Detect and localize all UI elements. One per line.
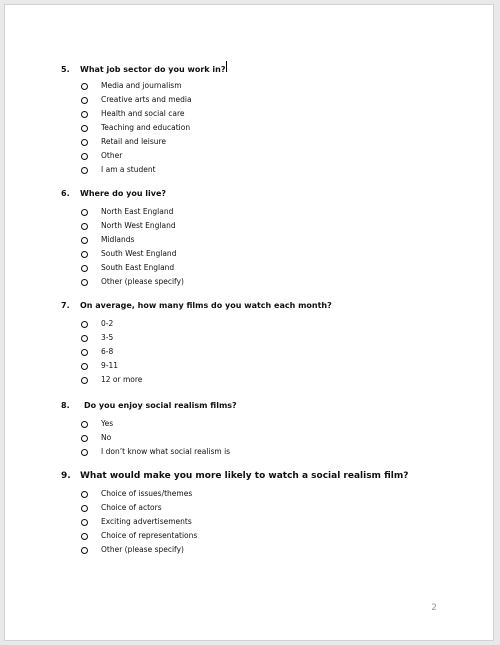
question-text[interactable]: Do you enjoy social realism films?: [84, 401, 237, 410]
option-label: 3-5: [101, 333, 114, 342]
radio-bullet-icon: [81, 83, 88, 90]
question-9: [61, 469, 481, 557]
option-list: [61, 487, 481, 557]
radio-bullet-icon: [81, 421, 88, 428]
radio-bullet-icon: [81, 279, 88, 286]
radio-bullet-icon: [81, 97, 88, 104]
option-item: [61, 163, 481, 177]
question-text[interactable]: What would make you more likely to watch a social realism film?: [80, 471, 409, 481]
option-item: [61, 487, 481, 501]
question-5: [61, 61, 481, 177]
radio-bullet-icon: [81, 491, 88, 498]
radio-bullet-icon: [81, 435, 88, 442]
option-item: [61, 247, 481, 261]
option-label: South West England: [101, 249, 177, 258]
option-list: [61, 417, 481, 459]
option-item: [61, 515, 481, 529]
text-cursor: [226, 61, 227, 72]
option-label: Media and journalism: [101, 81, 182, 90]
question-text[interactable]: On average, how many films do you watch each month?: [80, 301, 332, 310]
option-label: North West England: [101, 221, 176, 230]
option-item: [61, 233, 481, 247]
option-item: [61, 359, 481, 373]
radio-bullet-icon: [81, 377, 88, 384]
option-label: I am a student: [101, 165, 156, 174]
radio-bullet-icon: [81, 265, 88, 272]
radio-bullet-icon: [81, 153, 88, 160]
option-label: 12 or more: [101, 375, 143, 384]
question-number: 6.: [61, 189, 70, 198]
option-list: [61, 79, 481, 177]
radio-bullet-icon: [81, 335, 88, 342]
option-item: [61, 219, 481, 233]
option-item: [61, 331, 481, 345]
option-item: [61, 149, 481, 163]
option-item: [61, 79, 481, 93]
option-list: [61, 317, 481, 387]
option-label: Choice of issues/themes: [101, 489, 193, 498]
option-label: Choice of representations: [101, 531, 198, 540]
radio-bullet-icon: [81, 321, 88, 328]
option-label: Exciting advertisements: [101, 517, 192, 526]
question-heading: [61, 187, 481, 201]
option-item: [61, 107, 481, 121]
option-item: [61, 501, 481, 515]
option-item: [61, 261, 481, 275]
question-number: 9.: [61, 471, 71, 481]
radio-bullet-icon: [81, 533, 88, 540]
option-item: [61, 275, 481, 289]
radio-bullet-icon: [81, 139, 88, 146]
question-number: 5.: [61, 65, 70, 74]
radio-bullet-icon: [81, 237, 88, 244]
question-number: 8.: [61, 401, 70, 410]
option-item: [61, 135, 481, 149]
option-item: [61, 93, 481, 107]
radio-bullet-icon: [81, 363, 88, 370]
radio-bullet-icon: [81, 251, 88, 258]
option-item: [61, 121, 481, 135]
option-label: 6-8: [101, 347, 114, 356]
option-label: Creative arts and media: [101, 95, 192, 104]
option-label: Other: [101, 151, 123, 160]
option-label: South East England: [101, 263, 175, 272]
option-item: [61, 445, 481, 459]
question-heading: [61, 399, 481, 413]
option-list: [61, 205, 481, 289]
radio-bullet-icon: [81, 223, 88, 230]
option-label: North East England: [101, 207, 174, 216]
question-7: [61, 299, 481, 387]
option-item: [61, 345, 481, 359]
option-label: I don’t know what social realism is: [101, 447, 231, 456]
option-label: Other (please specify): [101, 277, 184, 286]
question-heading: [61, 469, 481, 483]
option-label: Midlands: [101, 235, 135, 244]
option-item: [61, 205, 481, 219]
question-number: 7.: [61, 301, 70, 310]
question-heading: [61, 61, 481, 75]
option-label: No: [101, 433, 112, 442]
option-label: 0-2: [101, 319, 114, 328]
option-label: Choice of actors: [101, 503, 162, 512]
option-label: Yes: [101, 419, 114, 428]
radio-bullet-icon: [81, 111, 88, 118]
option-label: Teaching and education: [101, 123, 191, 132]
option-label: 9-11: [101, 361, 119, 370]
radio-bullet-icon: [81, 125, 88, 132]
question-text[interactable]: Where do you live?: [80, 189, 167, 198]
option-item: [61, 373, 481, 387]
option-item: [61, 317, 481, 331]
page-number: 2: [431, 603, 437, 613]
radio-bullet-icon: [81, 547, 88, 554]
radio-bullet-icon: [81, 167, 88, 174]
question-text[interactable]: What job sector do you work in?: [80, 65, 226, 74]
radio-bullet-icon: [81, 209, 88, 216]
option-label: Retail and leisure: [101, 137, 167, 146]
radio-bullet-icon: [81, 519, 88, 526]
question-8: [61, 399, 481, 459]
option-item: [61, 543, 481, 557]
radio-bullet-icon: [81, 349, 88, 356]
option-item: [61, 529, 481, 543]
option-label: Health and social care: [101, 109, 185, 118]
radio-bullet-icon: [81, 505, 88, 512]
question-heading: [61, 299, 481, 313]
option-label: Other (please specify): [101, 545, 184, 554]
document-page: [4, 4, 494, 641]
option-item: [61, 417, 481, 431]
option-item: [61, 431, 481, 445]
question-6: [61, 187, 481, 289]
radio-bullet-icon: [81, 449, 88, 456]
